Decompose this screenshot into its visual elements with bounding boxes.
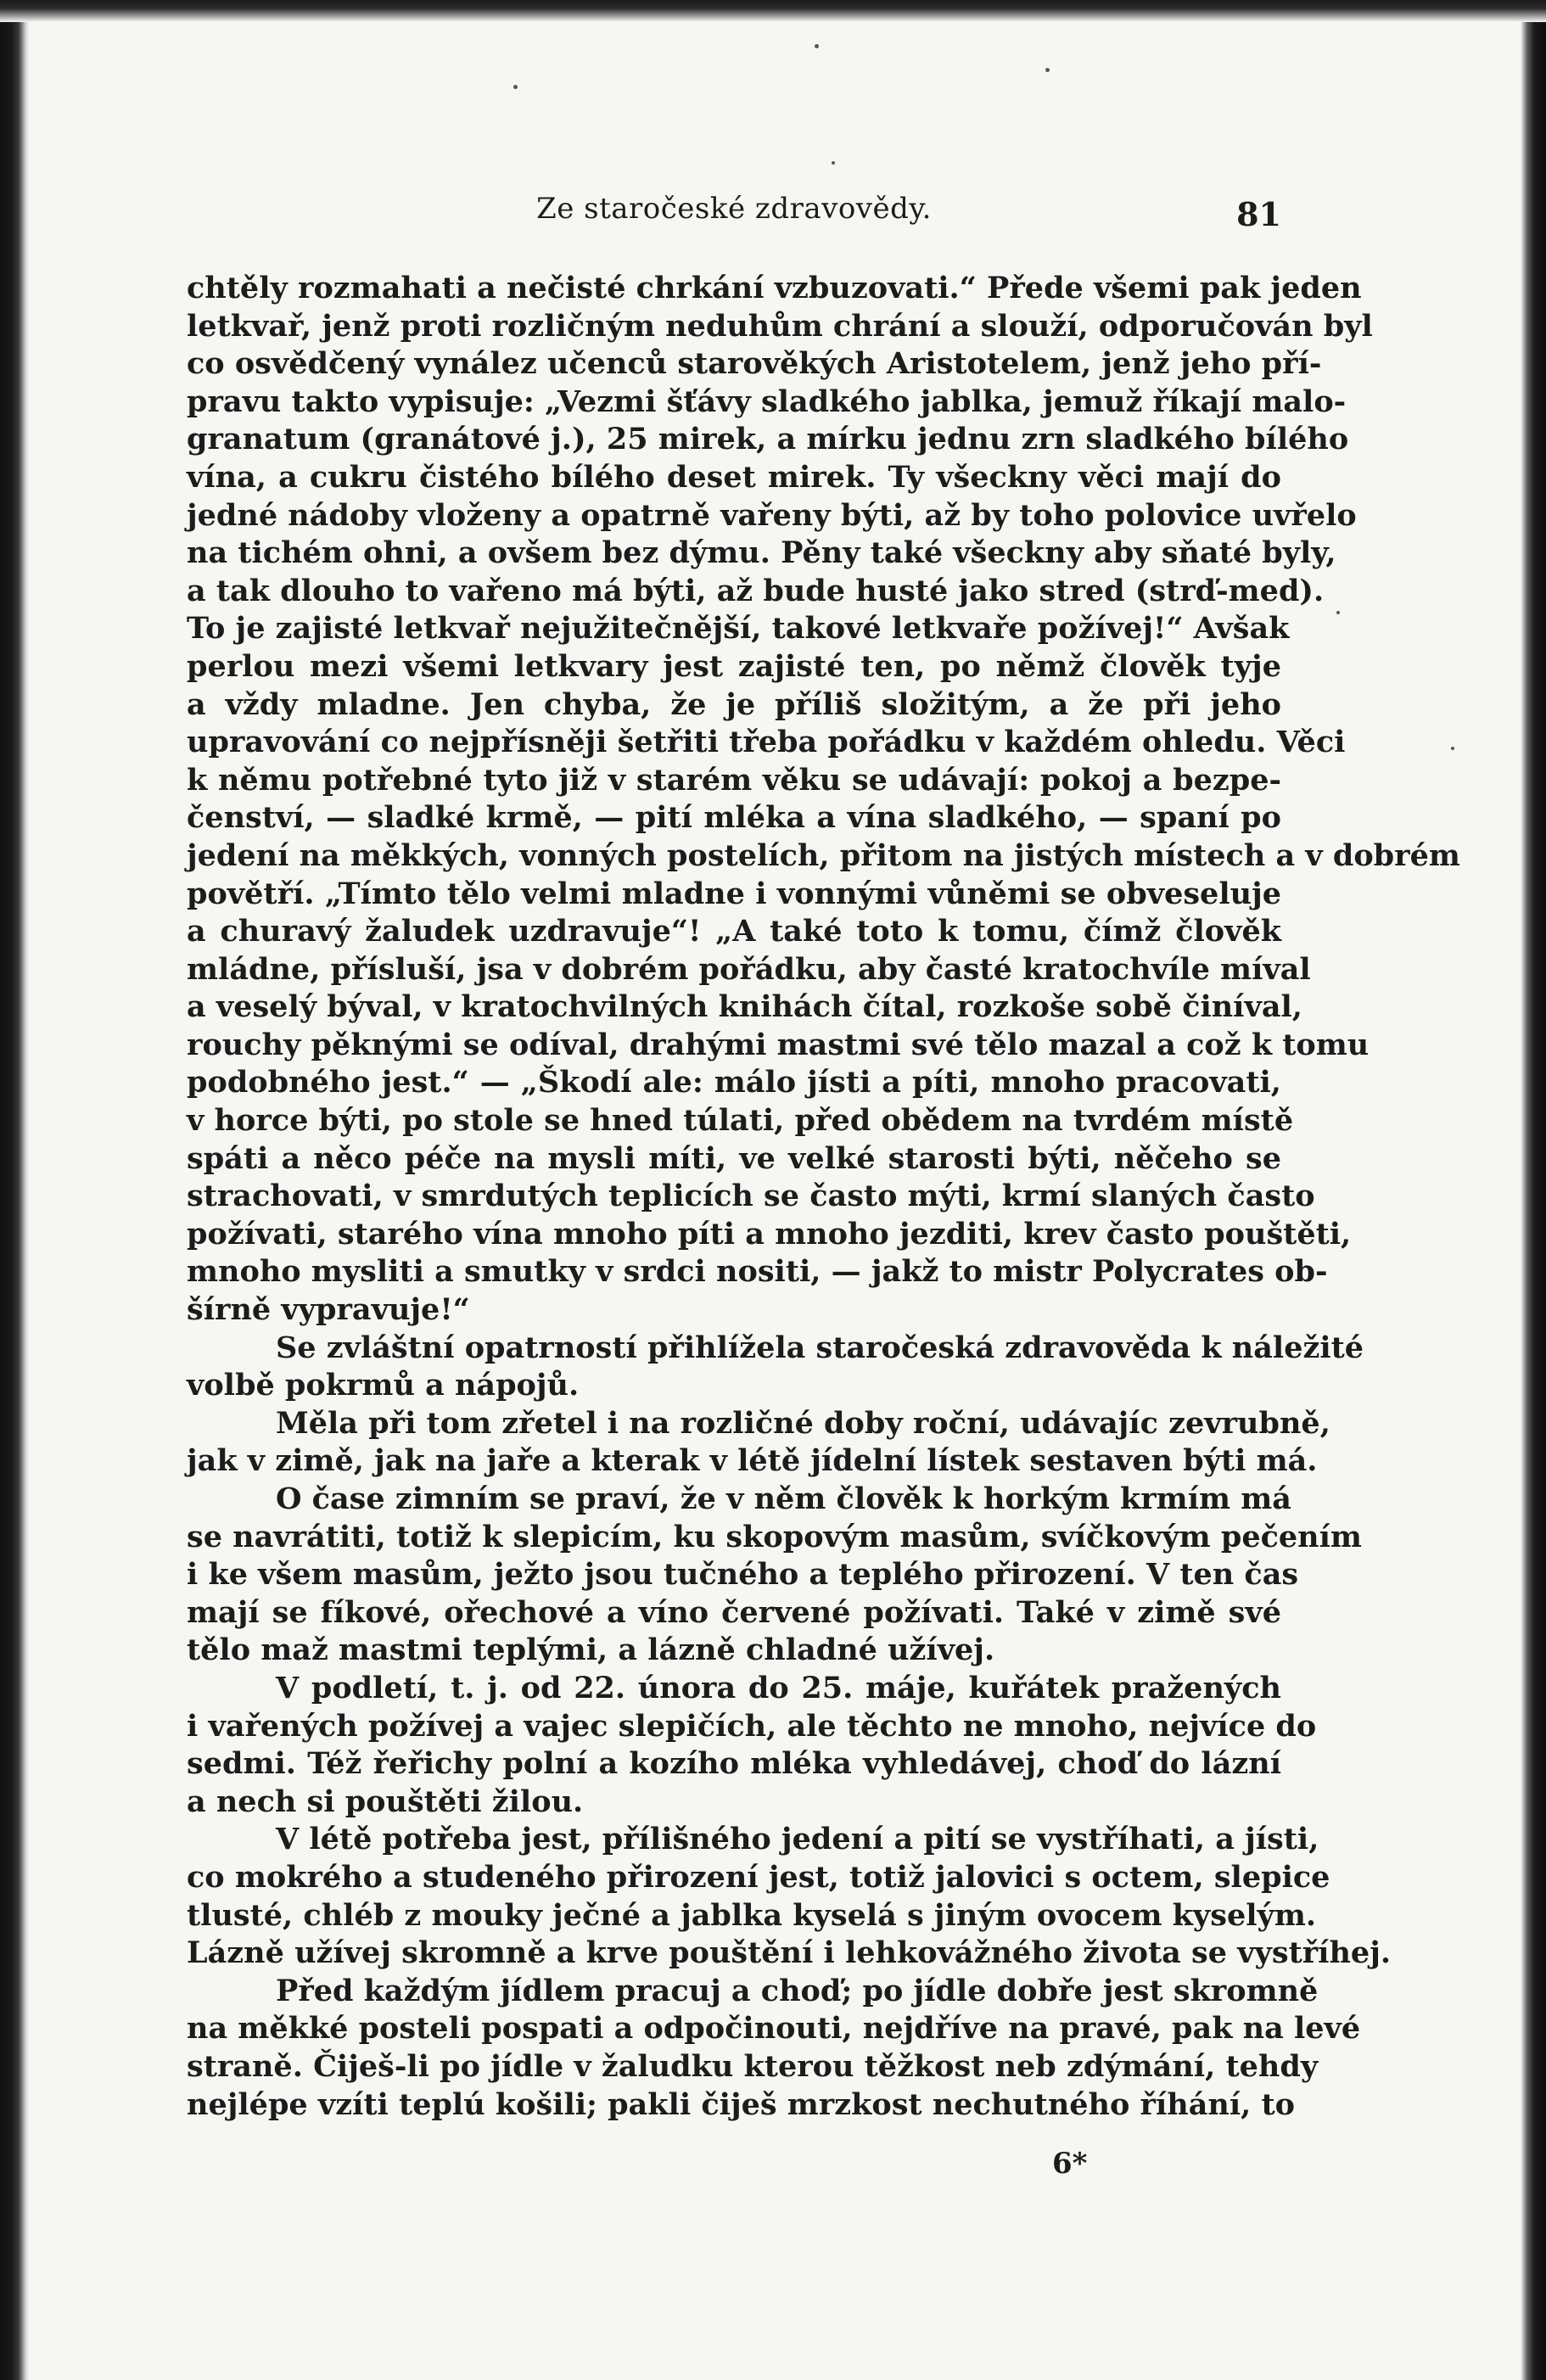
- text-line: jedení na měkkých, vonných postelích, přitom na jistých místech a v dobrém: [187, 837, 1460, 873]
- page-header: [187, 192, 1281, 234]
- dust-speck: [815, 44, 819, 48]
- text-line: Lázně užívej skromně a krve pouštění i lehkovážného života se vystříhej.: [187, 1935, 1392, 1971]
- dust-speck: [832, 161, 835, 165]
- text-line: a nech si pouštěti žilou.: [187, 1784, 584, 1819]
- text-line: jak v zimě, jak na jaře a kterak v létě jídelní lístek sestaven býti má.: [187, 1443, 1318, 1479]
- text-line: co osvědčený vynález učenců starověkých Aristotelem, jenž jeho pří-: [187, 346, 1322, 382]
- text-line: granatum (granátové j.), 25 mirek, a mírku jednu zrn sladkého bílého: [187, 422, 1349, 457]
- text-line: v horce býti, po stole se hned túlati, před obědem na tvrdém místě: [187, 1103, 1294, 1139]
- text-line: rouchy pěknými se odíval, drahými mastmi své tělo mazal a což k tomu: [187, 1027, 1370, 1062]
- text-line: co mokrého a studeného přirození jest, totiž jalovici s octem, slepice: [187, 1859, 1330, 1895]
- scan-border-right: [1521, 0, 1546, 2380]
- text-line: a churavý žaludek uzdravuje“! „A také toto k tomu, čímž člověk: [187, 914, 1281, 949]
- text-line: na tichém ohni, a ovšem bez dýmu. Pěny také všeckny aby sňaté byly,: [187, 535, 1336, 571]
- text-line: se navrátiti, totiž k slepicím, ku skopovým masům, svíčkovým pečením: [187, 1519, 1362, 1554]
- scan-border-left: [0, 0, 29, 2380]
- text-line: na měkké posteli pospati a odpočinouti, nejdříve na pravé, pak na levé: [187, 2011, 1361, 2047]
- running-title: Ze staročeské zdravovědy.: [536, 192, 932, 226]
- scan-border-top: [0, 0, 1546, 22]
- dust-speck: [1451, 747, 1454, 750]
- text-line: strachovati, v smrdutých teplicích se často mýti, krmí slaných často: [187, 1179, 1315, 1214]
- text-line: tělo maž mastmi teplými, a lázně chladné užívej.: [187, 1632, 995, 1668]
- text-line: Měla při tom zřetel i na rozličné doby roční, udávajíc zevrubně,: [276, 1405, 1330, 1441]
- dust-speck: [513, 85, 518, 89]
- dust-speck: [1336, 611, 1340, 614]
- text-line: vína, a cukru čistého bílého deset mirek. Ty všeckny věci mají do: [187, 459, 1281, 495]
- text-line: podobného jest.“ — „Škodí ale: málo jísti a píti, mnoho pracovati,: [187, 1065, 1281, 1100]
- text-line: požívati, starého vína mnoho píti a mnoho jezditi, krev často pouštěti,: [187, 1216, 1352, 1252]
- signature-mark: 6*: [1052, 2147, 1088, 2181]
- text-line: V podletí, t. j. od 22. února do 25. máje, kuřátek pražených: [276, 1670, 1281, 1705]
- text-line: mládne, přísluší, jsa v dobrém pořádku, aby časté kratochvíle míval: [187, 951, 1311, 987]
- text-line: a vždy mladne. Jen chyba, že je příliš složitým, a že při jeho: [187, 686, 1281, 722]
- text-line: a veselý býval, v kratochvilných knihách čítal, rozkoše sobě činíval,: [187, 989, 1302, 1025]
- text-line: To je zajisté letkvař nejužitečnější, takové letkvaře požívej!“ Avšak: [187, 611, 1290, 647]
- text-line: Před každým jídlem pracuj a choď; po jídle dobře jest skromně: [276, 1973, 1319, 2008]
- text-line: volbě pokrmů a nápojů.: [187, 1368, 580, 1403]
- text-line: a tak dlouho to vařeno má býti, až bude husté jako stred (strď-med).: [187, 573, 1325, 608]
- text-line: upravování co nejpřísněji šetřiti třeba pořádku v každém ohledu. Věci: [187, 725, 1346, 760]
- text-line: i ke všem masům, ježto jsou tučného a teplého přirození. V ten čas: [187, 1557, 1299, 1593]
- text-line: povětří. „Tímto tělo velmi mladne i vonnými vůněmi se obveseluje: [187, 876, 1281, 911]
- text-line: jedné nádoby vloženy a opatrně vařeny býti, až by toho polovice uvřelo: [187, 497, 1357, 533]
- text-line: V létě potřeba jest, přílišného jedení a pití se vystříhati, a jísti,: [276, 1822, 1319, 1857]
- text-line: straně. Čiješ-li po jídle v žaludku kterou těžkost neb zdýmání, tehdy: [187, 2048, 1319, 2084]
- text-line: i vařených požívej a vajec slepičích, ale těchto ne mnoho, nejvíce do: [187, 1708, 1317, 1744]
- text-line: perlou mezi všemi letkvary jest zajisté ten, po němž člověk tyje: [187, 648, 1281, 684]
- text-line: k němu potřebné tyto již v starém věku se udávají: pokoj a bezpe-: [187, 762, 1281, 798]
- text-line: šírně vypravuje!“: [187, 1292, 470, 1328]
- text-line: mnoho mysliti a smutky v srdci nositi, — jakž to mistr Polycrates ob-: [187, 1254, 1328, 1290]
- text-line: sedmi. Též řeřichy polní a kozího mléka vyhledávej, choď do lázní: [187, 1746, 1281, 1782]
- text-line: čenství, — sladké krmě, — pití mléka a vína sladkého, — spaní po: [187, 800, 1281, 836]
- text-line: tlusté, chléb z mouky ječné a jablka kyselá s jiným ovocem kyselým.: [187, 1897, 1317, 1933]
- text-line: letkvař, jenž proti rozličným neduhům chrání a slouží, odporučován byl: [187, 308, 1373, 344]
- body-text: [187, 270, 1460, 2124]
- text-line: spáti a něco péče na mysli míti, ve velké starosti býti, něčeho se: [187, 1140, 1281, 1176]
- dust-speck: [1045, 68, 1050, 72]
- text-line: mají se fíkové, ořechové a víno červené požívati. Také v zimě své: [187, 1594, 1281, 1630]
- page-number: 81: [1236, 195, 1281, 233]
- text-line: O čase zimním se praví, že v něm člověk k horkým krmím má: [276, 1481, 1291, 1516]
- text-line: pravu takto vypisuje: „Vezmi šťávy sladkého jablka, jemuž říkají malo-: [187, 384, 1347, 419]
- text-line: nejlépe vzíti teplú košili; pakli čiješ mrzkost nechutného říhání, to: [187, 2086, 1296, 2122]
- text-line: Se zvláštní opatrností přihlížela staročeská zdravověda k náležité: [276, 1330, 1364, 1365]
- text-line: chtěly rozmahati a nečisté chrkání vzbuzovati.“ Přede všemi pak jeden: [187, 271, 1362, 305]
